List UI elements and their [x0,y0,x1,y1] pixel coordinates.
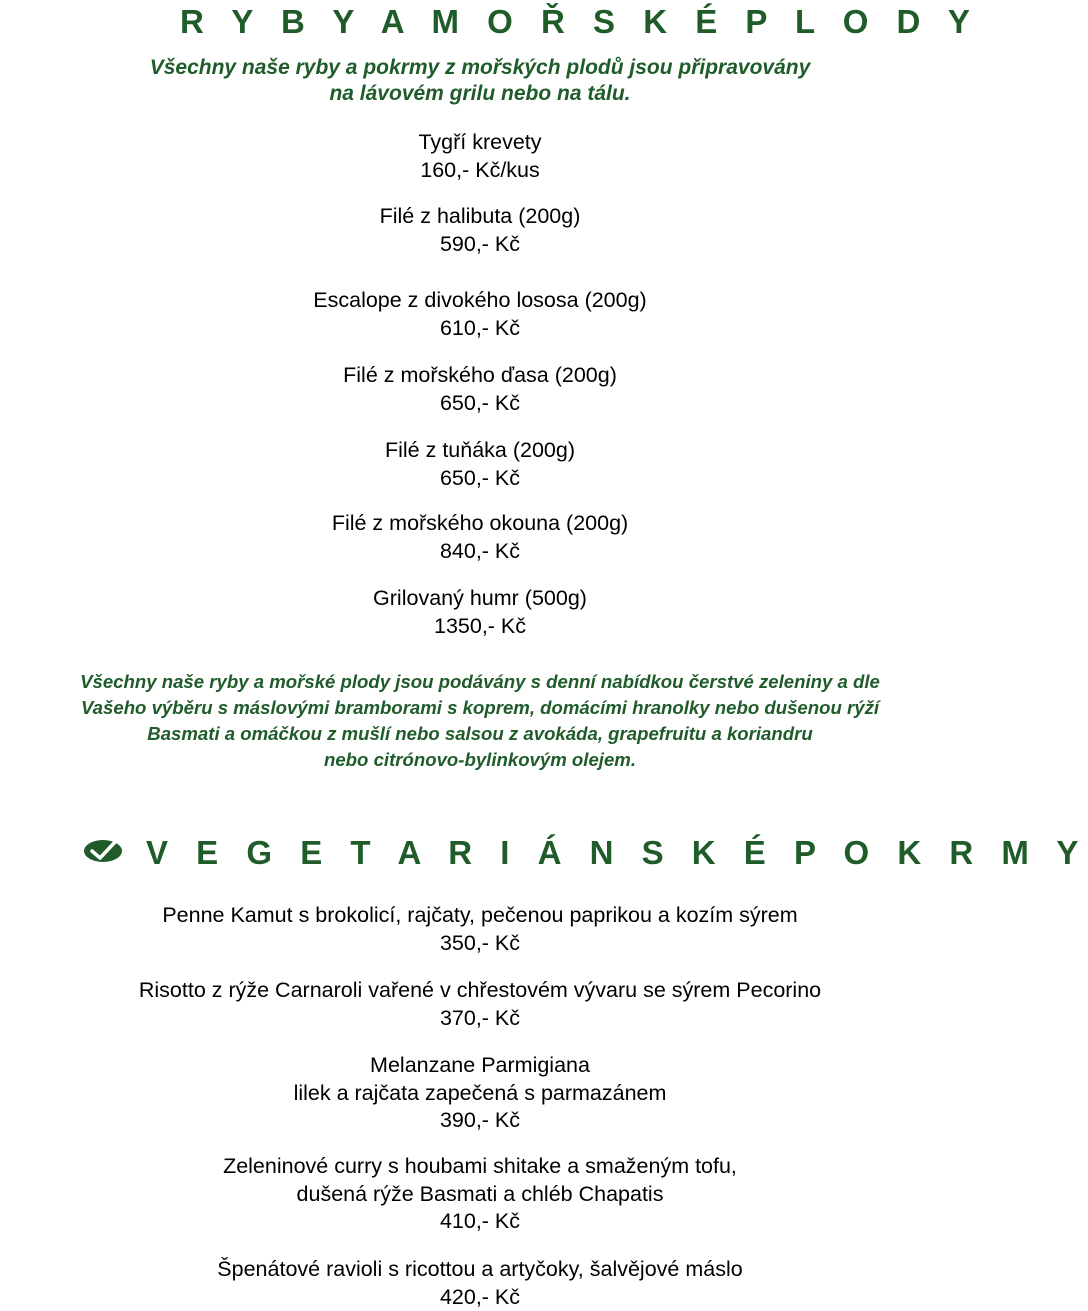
menu-item-name: Risotto z rýže Carnaroli vařené v chřestovém vývaru se sýrem Pecorino [0,977,960,1005]
fish-intro-line: na lávovém grilu nebo na tálu. [0,81,960,107]
menu-item [0,129,960,184]
note-line: Vašeho výběru s máslovými bramborami s koprem, domácími hranolky nebo dušenou rýží [0,695,960,721]
menu-item-price: 590,- Kč [0,231,960,259]
menu-item-price: 650,- Kč [0,390,960,418]
menu-item-price: 840,- Kč [0,538,960,566]
menu-item-description: dušená rýže Basmati a chléb Chapatis [0,1181,960,1209]
menu-item-name: Filé z mořského ďasa (200g) [0,362,960,390]
menu-item-price: 390,- Kč [0,1107,960,1135]
menu-item-name: Grilovaný humr (500g) [0,585,960,613]
menu-item-name: Špenátové ravioli s ricottou a artyčoky, šalvějové máslo [0,1256,960,1284]
note-line: nebo citrónovo-bylinkovým olejem. [0,747,960,773]
menu-item-name: Filé z mořského okouna (200g) [0,510,960,538]
fish-intro-line: Všechny naše ryby a pokrmy z mořských plodů jsou připravovány [0,55,960,81]
note-line: Basmati a omáčkou z mušlí nebo salsou z avokáda, grapefruitu a koriandru [0,721,960,747]
menu-item [0,902,960,957]
menu-item-price: 160,- Kč/kus [0,157,960,185]
vegetarian-check-icon [83,838,123,864]
menu-item [0,1256,960,1311]
fish-intro [0,55,960,107]
note-line: Všechny naše ryby a mořské plody jsou podávány s denní nabídkou čerstvé zeleniny a dle [0,669,960,695]
menu-item [0,362,960,417]
menu-item [0,1153,960,1236]
menu-item-name: Filé z halibuta (200g) [0,203,960,231]
menu-item-name: Melanzane Parmigiana [0,1052,960,1080]
menu-item [0,1052,960,1135]
fish-side-dish-note [0,669,960,773]
menu-item-price: 1350,- Kč [0,613,960,641]
menu-item [0,977,960,1032]
menu-item-description: lilek a rajčata zapečená s parmazánem [0,1080,960,1108]
menu-item-name: Escalope z divokého lososa (200g) [0,287,960,315]
menu-item-name: Zeleninové curry s houbami shitake a smaženým tofu, [0,1153,960,1181]
menu-item-price: 420,- Kč [0,1284,960,1311]
menu-item-price: 410,- Kč [0,1208,960,1236]
menu-item-price: 370,- Kč [0,1005,960,1033]
menu-item [0,585,960,640]
menu-item-name: Filé z tuňáka (200g) [0,437,960,465]
fish-section-title: R Y B Y A M O Ř S K É P L O D Y [180,2,979,42]
menu-item [0,203,960,258]
menu-item-name: Tygří krevety [0,129,960,157]
menu-item-price: 610,- Kč [0,315,960,343]
veg-section-title: V E G E T A R I Á N S K É P O K R M Y [146,833,1088,873]
menu-item-name: Penne Kamut s brokolicí, rajčaty, pečenou paprikou a kozím sýrem [0,902,960,930]
menu-item [0,287,960,342]
menu-item-price: 350,- Kč [0,930,960,958]
menu-item [0,437,960,492]
menu-item-price: 650,- Kč [0,465,960,493]
menu-item [0,510,960,565]
